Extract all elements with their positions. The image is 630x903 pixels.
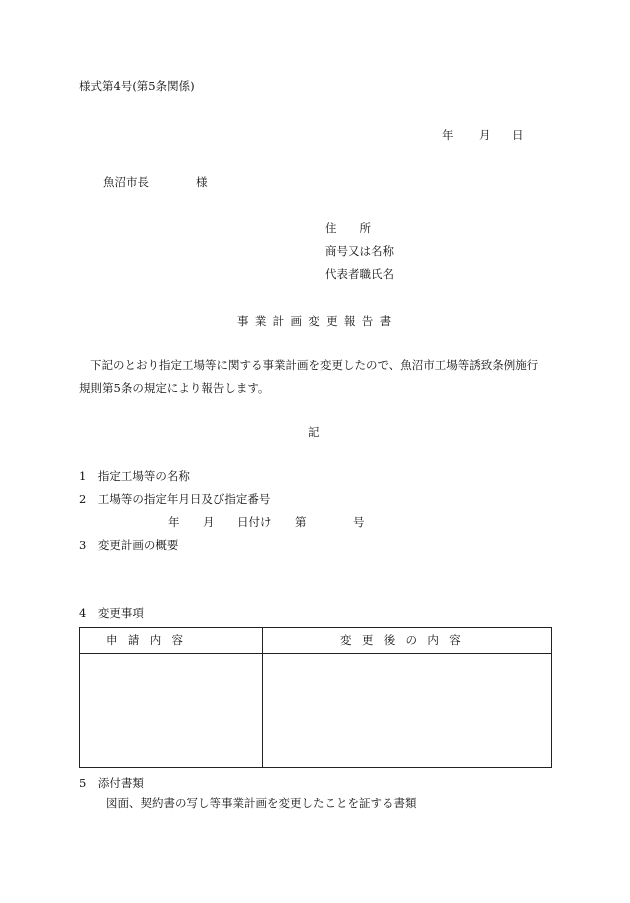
date-month-label: 月 — [479, 128, 491, 142]
item-5-label: 5 添付書類 — [79, 776, 144, 790]
address-label: 住 所 — [325, 221, 371, 235]
item-1-label: 1 指定工場等の名称 — [79, 469, 190, 483]
ki-heading: 記 — [308, 425, 320, 439]
item-2-label: 2 工場等の指定年月日及び指定番号 — [79, 492, 271, 506]
changes-table — [79, 627, 552, 768]
table-cell-changed-content[interactable] — [263, 654, 551, 767]
form-number: 様式第4号(第5条関係) — [79, 79, 195, 93]
item-5-detail: 図面、契約書の写し等事業計画を変更したことを証する書類 — [106, 796, 417, 810]
item-2-number-suffix: 号 — [353, 515, 365, 529]
table-cell-application-content[interactable] — [80, 654, 261, 767]
addressee-name: 魚沼市長 — [103, 175, 149, 189]
table-header-changed-content: 変更後の内容 — [340, 633, 472, 647]
document-title: 事業計画変更報告書 — [237, 314, 398, 328]
item-3-label: 3 変更計画の概要 — [79, 538, 179, 552]
item-2-month: 月 — [203, 515, 215, 529]
item-4-label: 4 変更事項 — [79, 606, 144, 620]
body-text-line-2: 規則第5条の規定により報告します。 — [79, 381, 270, 395]
date-day-label: 日 — [512, 128, 524, 142]
body-text-line-1: 下記のとおり指定工場等に関する事業計画を変更したので、魚沼市工場等誘致条例施行 — [90, 358, 539, 372]
date-year-label: 年 — [442, 128, 454, 142]
addressee-honorific: 様 — [196, 175, 208, 189]
representative-label: 代表者職氏名 — [325, 267, 394, 281]
table-header-application-content: 申請内容 — [106, 633, 194, 647]
item-2-year: 年 — [168, 515, 180, 529]
item-2-number-prefix: 第 — [295, 515, 307, 529]
item-2-dated: 日付け — [237, 515, 272, 529]
company-name-label: 商号又は名称 — [325, 244, 394, 258]
